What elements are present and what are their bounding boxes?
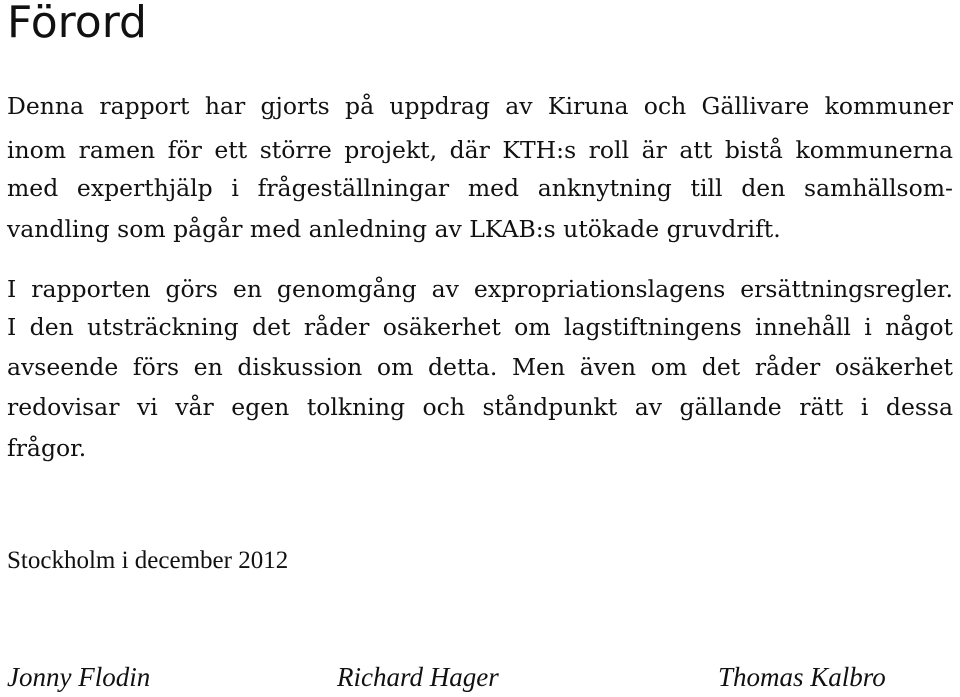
paragraph-line: I rapporten görs en genomgång av expropriationslagens ersättningsregler. xyxy=(7,275,953,303)
paragraph-line: med experthjälp i frågeställningar med anknytning till den samhällsom- xyxy=(7,174,953,202)
paragraph-line: I den utsträckning det råder osäkerhet om lagstiftningens innehåll i något xyxy=(7,313,953,341)
paragraph-line: frågor. xyxy=(7,434,87,462)
signature-row xyxy=(0,660,960,694)
page-title: Förord xyxy=(7,0,147,48)
author-name: Thomas Kalbro xyxy=(718,662,886,692)
paragraph-line: Denna rapport har gjorts på uppdrag av Kiruna och Gällivare kommuner xyxy=(7,92,953,120)
paragraph-line: redovisar vi vår egen tolkning och ståndpunkt av gällande rätt i dessa xyxy=(7,393,953,421)
author-name: Richard Hager xyxy=(337,662,499,692)
paragraph-line: avseende förs en diskussion om detta. Men även om det råder osäkerhet xyxy=(7,353,953,381)
paragraph-line: vandling som pågår med anledning av LKAB:s utökade gruvdrift. xyxy=(7,215,781,243)
place-and-date: Stockholm i december 2012 xyxy=(7,547,289,574)
author-name: Jonny Flodin xyxy=(7,662,151,692)
paragraph-line: inom ramen för ett större projekt, där KTH:s roll är att bistå kommunerna xyxy=(7,136,953,164)
